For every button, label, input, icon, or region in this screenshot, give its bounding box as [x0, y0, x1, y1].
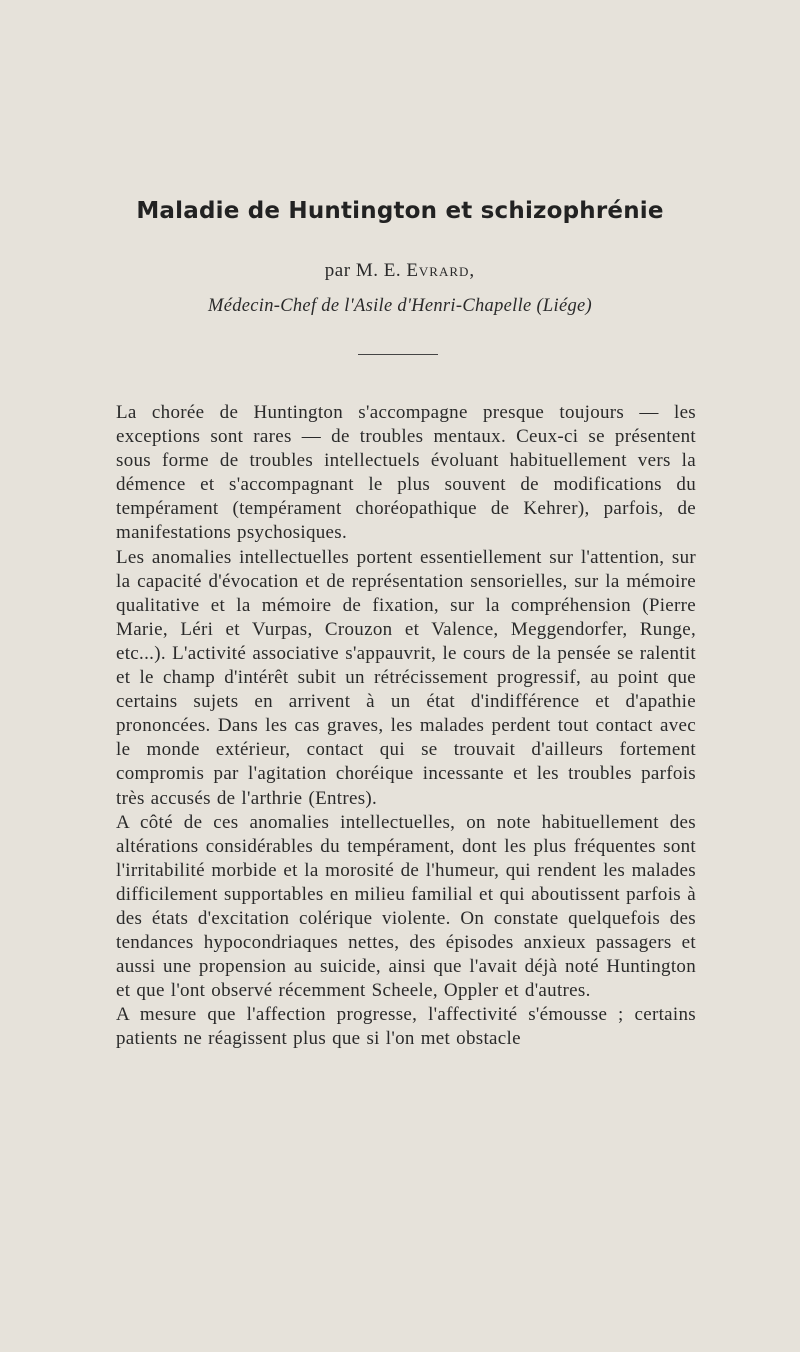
- title-divider: [358, 354, 438, 355]
- paragraph: Les anomalies intellectuelles portent essentiellement sur l'attention, sur la capacité d'évocation et de représentation sensorielles, sur la mémoire qualitative et la mémoire de fixation, sur la compréhension (Pierre Marie, Léri et Vurpas, Crouzon et Valence, Meggendorfer, Runge, etc...). L'activité associative s'appauvrit, le cours de la pensée se ralentit et le champ d'intérêt subit un rétrécissement progressif, au point que certains sujets en arrivent à un état d'indifférence et d'apathie prononcées. Dans les cas graves, les malades perdent tout contact avec le monde extérieur, contact qui se trouvait d'ailleurs fortement compromis par l'agitation choréique incessante et les troubles parfois très accusés de l'arthrie (Entres).: [116, 546, 696, 809]
- paragraph: A mesure que l'affection progresse, l'affectivité s'émousse ; certains patients ne réagissent plus que si l'on met obstacle: [116, 1004, 696, 1050]
- article-title: Maladie de Huntington et schizophrénie: [136, 198, 664, 224]
- author-initials: M. E.: [355, 260, 402, 281]
- author-prefix: par: [324, 260, 351, 281]
- article-body: [116, 401, 696, 1052]
- paragraph: A côté de ces anomalies intellectuelles, on note habituellement des altérations considérables du tempérament, dont les plus fréquentes sont l'irritabilité morbide et la morosité de l'humeur, qui rendent les malades difficilement supportables en milieu familial et qui aboutissent parfois à des états d'excitation colérique violente. On constate quelquefois des tendances hypocondriaques nettes, des épisodes anxieux passagers et aussi une propension au suicide, ainsi que l'avait déjà noté Huntington et que l'ont observé récemment Scheele, Oppler et d'autres.: [116, 811, 696, 1002]
- author-affiliation: Médecin-Chef de l'Asile d'Henri-Chapelle (Liége): [208, 296, 592, 316]
- author-byline: [0, 260, 800, 282]
- paragraph: La chorée de Huntington s'accompagne presque toujours — les exceptions sont rares — de troubles mentaux. Ceux-ci se présentent sous forme de troubles intellectuels évoluant habituellement vers la démence et s'accompagnant le plus souvent de modifications du tempérament (tempérament choréopathique de Kehrer), parfois, de manifestations psychosiques.: [116, 402, 696, 544]
- author-name: Evrard,: [406, 260, 476, 281]
